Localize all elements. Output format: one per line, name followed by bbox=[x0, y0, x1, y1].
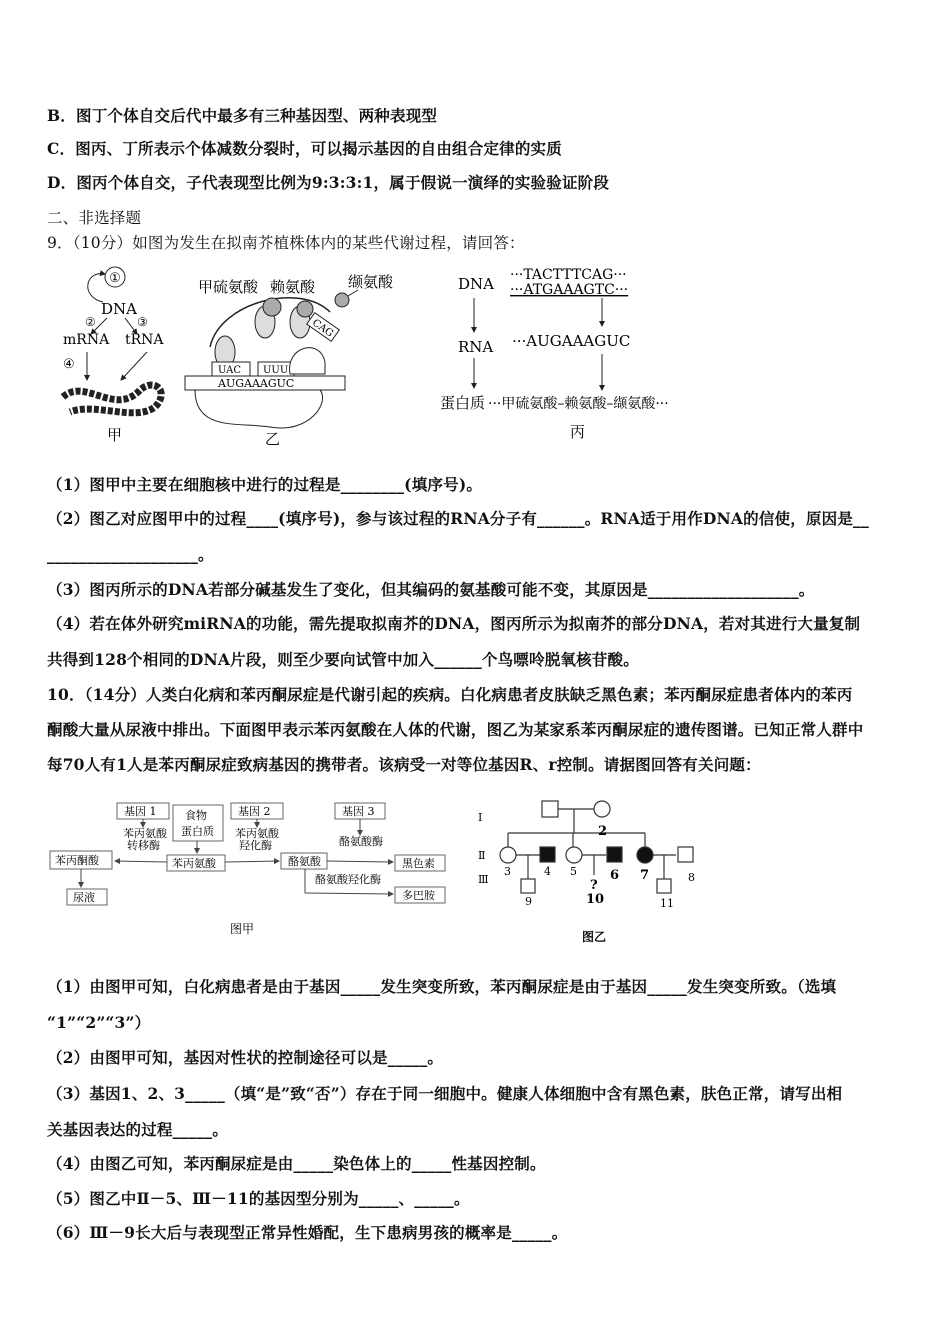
dna-strand-2: ···ATGAAAGTC··· bbox=[510, 282, 629, 298]
num-5: 5 bbox=[570, 865, 577, 878]
codon-uuu: UUU bbox=[263, 365, 289, 376]
q10-sub6: （6）Ⅲ－9长大后与表现型正常异性婚配，生下患病男孩的概率是_____。 bbox=[47, 1223, 568, 1242]
label-food: 食物 bbox=[185, 809, 207, 822]
label-enzyme1-b: 转移酶 bbox=[127, 839, 160, 852]
caption-bing: 丙 bbox=[570, 423, 586, 441]
label-phenylpyruvate: 苯丙酮酸 bbox=[55, 854, 99, 867]
q9-sub2-a: （2）图乙对应图甲中的过程____(填序号)，参与该过程的RNA分子有______。RNA适于用作DNA的信使，原因是__ bbox=[47, 509, 869, 528]
label-trna: tRNA bbox=[125, 332, 164, 348]
q10-sub1-b: “1”“2”“3”） bbox=[47, 1013, 151, 1032]
mrna-strand: AUGAAAGUC bbox=[218, 377, 295, 390]
label-dna: DNA bbox=[458, 275, 494, 293]
rna-strand: ···AUGAAAGUC bbox=[512, 332, 631, 350]
q10-sub5: （5）图乙中Ⅱ－5、Ⅲ－11的基因型分别为_____、_____。 bbox=[47, 1189, 470, 1208]
q10-sub3-b: 关基因表达的过程_____。 bbox=[47, 1120, 229, 1139]
label-dopamine: 多巴胺 bbox=[402, 889, 435, 902]
dna-strand-1: ···TACTTTCAG··· bbox=[510, 267, 627, 283]
unknown-mark: ? bbox=[590, 878, 598, 893]
label-gene2: 基因 2 bbox=[238, 805, 271, 818]
num-11: 11 bbox=[660, 897, 674, 910]
individual-ii3 bbox=[500, 847, 516, 863]
num-3: 3 bbox=[504, 865, 511, 878]
q10-sub3-a: （3）基因1、2、3_____（填“是”致“否”）存在于同一细胞中。健康人体细胞中含有黑色素，肤色正常，请写出相 bbox=[47, 1084, 843, 1103]
individual-iii9 bbox=[521, 879, 535, 893]
label-n1: ① bbox=[109, 271, 121, 286]
individual-i1 bbox=[542, 801, 558, 817]
label-gene1: 基因 1 bbox=[124, 805, 157, 818]
label-protein: 蛋白质 bbox=[440, 394, 486, 412]
q9-stem: 9．（10分）如图为发生在拟南芥植株体内的某些代谢过程，请回答： bbox=[47, 234, 525, 252]
q10-stem-3: 每70人有1人是苯丙酮尿症致病基因的携带者。该病受一对等位基因R、r控制。请据图回答有关问题： bbox=[47, 755, 761, 774]
q9-sub3: （3）图丙所示的DNA若部分碱基发生了变化，但其编码的氨基酸可能不变，其原因是___________________。 bbox=[47, 580, 815, 599]
label-enzyme3: 酪氨酸酶 bbox=[339, 835, 383, 848]
label-val: 缬氨酸 bbox=[348, 273, 394, 291]
num-6: 6 bbox=[610, 868, 620, 883]
individual-ii7 bbox=[637, 847, 653, 863]
q9-sub2-b: ___________________。 bbox=[47, 545, 214, 564]
gen-2: Ⅱ bbox=[478, 849, 486, 862]
q9-figure-jia bbox=[55, 262, 185, 447]
label-met: 甲硫氨酸 bbox=[198, 278, 259, 296]
q10-sub1-a: （1）由图甲可知，白化病患者是由于基因_____发生突变所致，苯丙酮尿症是由于基因_____发生突变所致。（选填 bbox=[47, 977, 837, 996]
q10-sub2: （2）由图甲可知，基因对性状的控制途径可以是_____。 bbox=[47, 1048, 444, 1067]
label-gene3: 基因 3 bbox=[342, 805, 375, 818]
label-melanin: 黑色素 bbox=[402, 857, 435, 870]
q10-sub4: （4）由图乙可知，苯丙酮尿症是由_____染色体上的_____性基因控制。 bbox=[47, 1154, 546, 1173]
q10-figure-yi bbox=[470, 795, 710, 955]
num-8: 8 bbox=[688, 871, 695, 884]
q9-sub4-b: 共得到128个相同的DNA片段，则至少要向试管中加入______个鸟嘌呤脱氧核苷酸。 bbox=[47, 650, 639, 669]
q10-stem-2: 酮酸大量从尿液中排出。下面图甲表示苯丙氨酸在人体的代谢，图乙为某家系苯丙酮尿症的遗传图谱。已知正常人群中 bbox=[47, 720, 864, 739]
section-heading: 二、非选择题 bbox=[47, 209, 142, 227]
caption-yi: 乙 bbox=[265, 430, 281, 447]
q10-figure-jia bbox=[45, 795, 465, 945]
num-10: 10 bbox=[586, 892, 605, 907]
label-n3: ③ bbox=[137, 315, 148, 329]
label-tyrosine: 酪氨酸 bbox=[288, 855, 321, 868]
individual-i2 bbox=[594, 801, 610, 817]
gen-3: Ⅲ bbox=[478, 873, 489, 886]
label-phenylalanine: 苯丙氨酸 bbox=[172, 857, 216, 870]
codon-cag: CAG bbox=[309, 317, 336, 340]
label-urine: 尿液 bbox=[73, 891, 95, 904]
q10-stem-1: 10．（14分）人类白化病和苯丙酮尿症是代谢引起的疾病。白化病患者皮肤缺乏黑色素；苯丙酮尿症患者体内的苯丙 bbox=[47, 685, 853, 704]
label-rna: RNA bbox=[458, 338, 494, 356]
q9-figure-yi bbox=[180, 262, 420, 447]
caption-fig-yi: 图乙 bbox=[582, 930, 607, 944]
label-dna: DNA bbox=[101, 300, 137, 318]
label-enzyme2-b: 羟化酶 bbox=[239, 839, 272, 852]
polypeptide-chain bbox=[63, 385, 161, 413]
label-enzyme4: 酪氨酸羟化酶 bbox=[315, 873, 381, 886]
q9-sub4-a: （4）若在体外研究miRNA的功能，需先提取拟南芥的DNA，图丙所示为拟南芥的部分DNA，若对其进行大量复制 bbox=[47, 614, 861, 633]
caption-jia: 甲 bbox=[107, 426, 123, 444]
peptide-chain: ···甲硫氨酸–赖氨酸–缬氨酸··· bbox=[488, 396, 669, 412]
num-9: 9 bbox=[525, 895, 532, 908]
label-n2: ② bbox=[85, 315, 96, 329]
num-2: 2 bbox=[598, 824, 608, 839]
label-lys: 赖氨酸 bbox=[270, 278, 316, 296]
label-enzyme2-a: 苯丙氨酸 bbox=[235, 827, 279, 840]
label-enzyme1-a: 苯丙氨酸 bbox=[123, 827, 167, 840]
gen-1: Ⅰ bbox=[478, 811, 483, 824]
q9-figure-bing bbox=[430, 262, 730, 447]
option-b: B．图丁个体自交后代中最多有三种基因型、两种表现型 bbox=[47, 106, 438, 125]
individual-ii8 bbox=[678, 847, 693, 862]
label-mrna: mRNA bbox=[63, 332, 110, 348]
q9-sub1: （1）图甲中主要在细胞核中进行的过程是________(填序号)。 bbox=[47, 475, 483, 494]
num-7: 7 bbox=[640, 868, 650, 883]
individual-ii6 bbox=[607, 847, 622, 862]
label-n4: ④ bbox=[63, 357, 75, 372]
label-food-protein: 蛋白质 bbox=[181, 825, 214, 838]
caption-fig-jia: 图甲 bbox=[230, 922, 255, 936]
codon-uac: UAC bbox=[218, 365, 241, 376]
individual-iii11 bbox=[657, 879, 671, 893]
individual-ii5 bbox=[566, 847, 582, 863]
option-d: D．图丙个体自交，子代表现型比例为9:3:3:1，属于假说一演绎的实验验证阶段 bbox=[47, 173, 610, 192]
individual-ii4 bbox=[540, 847, 555, 862]
option-c: C．图丙、丁所表示个体减数分裂时，可以揭示基因的自由组合定律的实质 bbox=[47, 139, 562, 158]
num-4: 4 bbox=[544, 865, 551, 878]
